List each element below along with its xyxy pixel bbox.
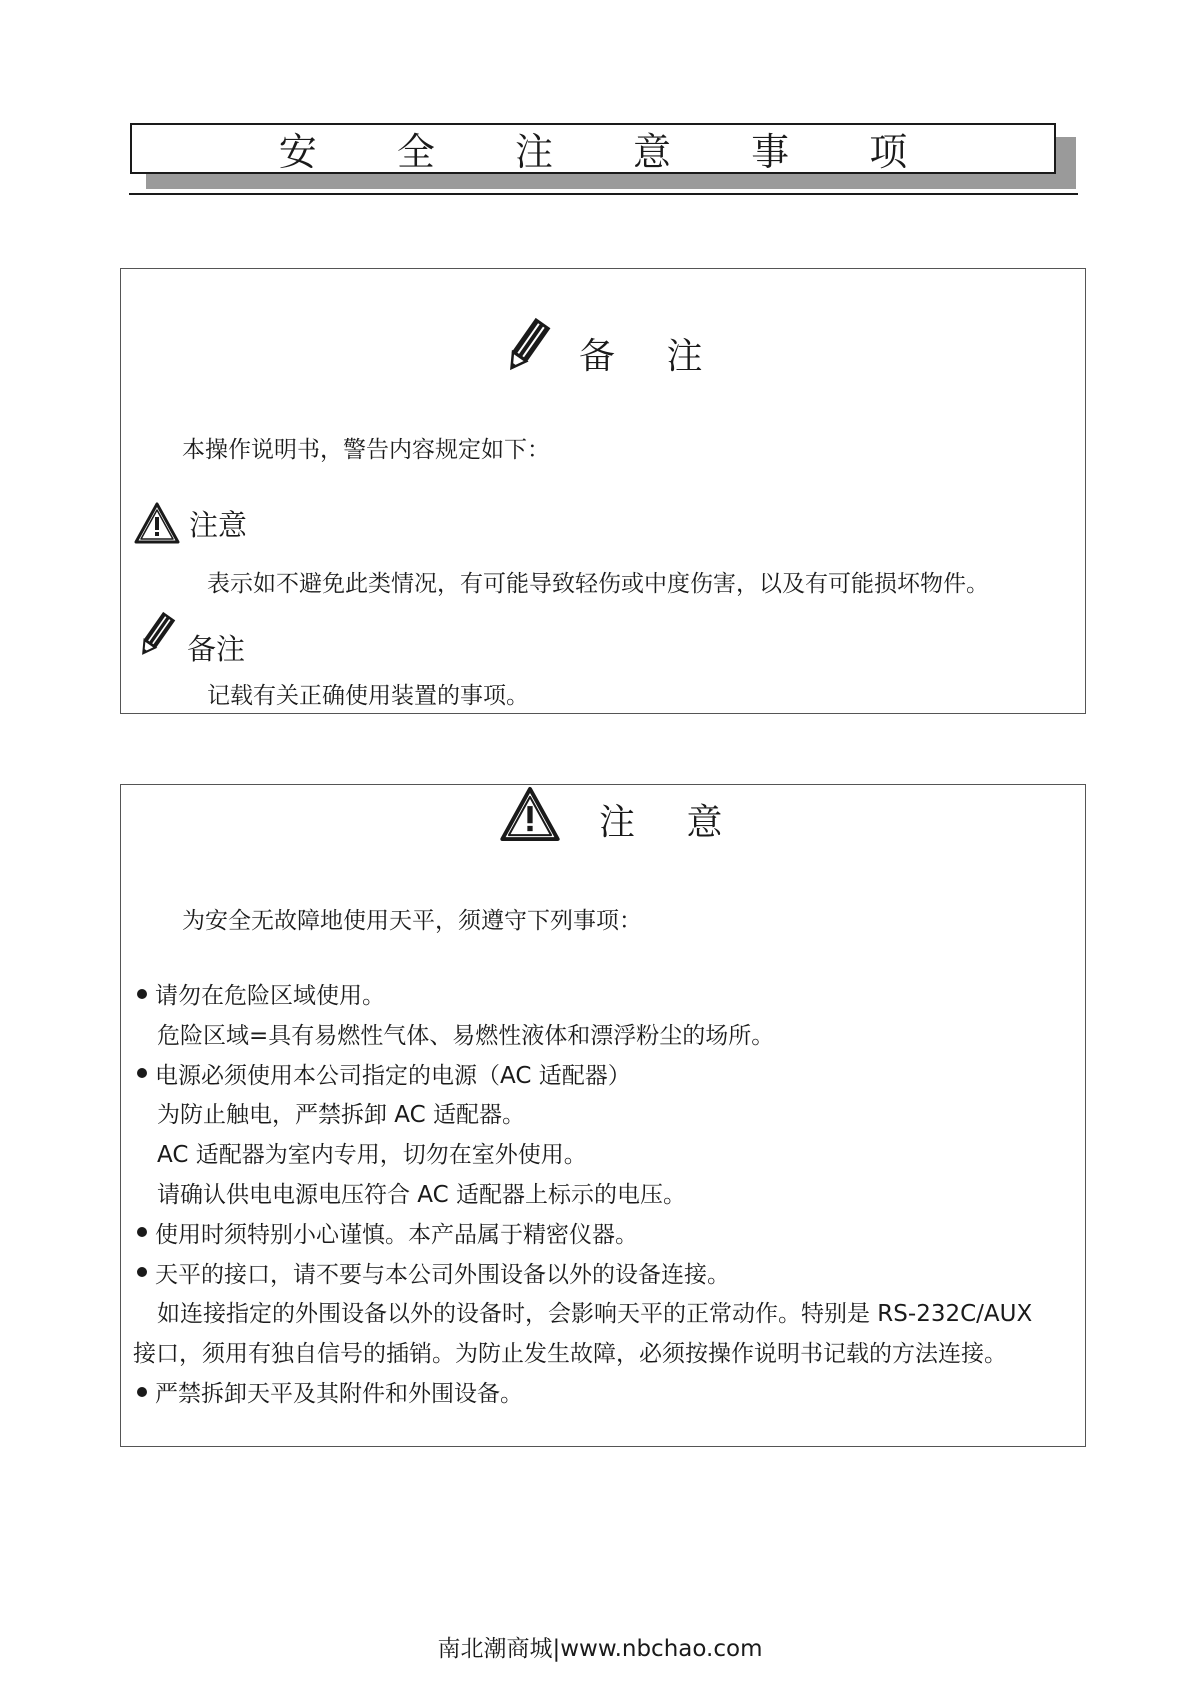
bullet-dot-icon xyxy=(137,1387,147,1397)
caution-bullet-item xyxy=(137,1216,638,1249)
caution-continuation-line xyxy=(157,1096,525,1129)
warning-triangle-icon xyxy=(497,785,563,843)
caution-line-text: 请勿在危险区域使用。 xyxy=(155,983,385,1009)
caution-line-text: 为防止触电，严禁拆卸 AC 适配器。 xyxy=(157,1102,526,1129)
caution-line-text: 请确认供电电源电压符合 AC 适配器上标示的电压。 xyxy=(157,1182,687,1208)
caution-bullet-item xyxy=(137,1375,523,1408)
caution-intro: 为安全无故障地使用天平，须遵守下列事项： xyxy=(182,908,642,934)
caution-continuation-line xyxy=(157,1136,587,1169)
caution-continuation-line xyxy=(157,1176,686,1209)
caution-legend-desc: 表示如不避免此类情况，有可能导致轻伤或中度伤害，以及有可能损坏物件。 xyxy=(207,571,989,597)
caution-bullet-item xyxy=(137,1057,631,1090)
caution-line-text: 如连接指定的外围设备以外的设备时，会影响天平的正常动作。特别是 RS-232C/AUX xyxy=(157,1301,1033,1328)
footer-source: 南北潮商城|www.nbchao.com xyxy=(437,1636,763,1662)
note-box xyxy=(120,268,1086,714)
caution-line-text: 使用时须特别小心谨慎。本产品属于精密仪器。 xyxy=(155,1221,638,1248)
caution-continuation-line xyxy=(133,1335,1007,1368)
caution-line-text: 接口，须用有独自信号的插销。为防止发生故障，必须按操作说明书记载的方法连接。 xyxy=(133,1341,1007,1368)
note-legend-label: 备注 xyxy=(187,632,246,666)
title-underline xyxy=(129,193,1078,195)
caution-legend-label: 注意 xyxy=(189,507,248,542)
page-title: 安 全 注 意 事 项 xyxy=(130,123,1056,174)
caution-heading xyxy=(497,785,742,843)
pencil-icon xyxy=(499,317,555,375)
bullet-dot-icon xyxy=(137,989,147,999)
pencil-icon xyxy=(133,609,179,661)
caution-line-text: 严禁拆卸天平及其附件和外围设备。 xyxy=(155,1381,523,1407)
warning-triangle-icon xyxy=(133,501,181,545)
title-banner xyxy=(130,123,1080,195)
caution-line-text: 电源必须使用本公司指定的电源（AC 适配器） xyxy=(155,1062,631,1089)
bullet-dot-icon xyxy=(137,1068,147,1078)
note-heading-label: 备 注 xyxy=(579,336,723,377)
caution-continuation-line xyxy=(157,1017,774,1050)
caution-line-text: AC 适配器为室内专用，切勿在室外使用。 xyxy=(157,1142,587,1169)
bullet-dot-icon xyxy=(137,1227,147,1237)
bullet-dot-icon xyxy=(137,1267,147,1277)
caution-line-text: 危险区域=具有易燃性气体、易燃性液体和漂浮粉尘的场所。 xyxy=(157,1022,775,1049)
note-legend-desc: 记载有关正确使用装置的事项。 xyxy=(207,683,529,709)
caution-bullet-item xyxy=(137,977,385,1010)
note-legend xyxy=(133,601,245,668)
caution-continuation-line xyxy=(157,1295,1032,1328)
caution-legend xyxy=(133,501,247,545)
caution-heading-label: 注 意 xyxy=(599,802,743,843)
caution-line-text: 天平的接口，请不要与本公司外围设备以外的设备连接。 xyxy=(155,1261,730,1288)
note-heading xyxy=(499,317,722,375)
note-intro: 本操作说明书，警告内容规定如下： xyxy=(182,437,550,463)
caution-box xyxy=(120,784,1086,1447)
caution-bullet-item xyxy=(137,1256,730,1289)
